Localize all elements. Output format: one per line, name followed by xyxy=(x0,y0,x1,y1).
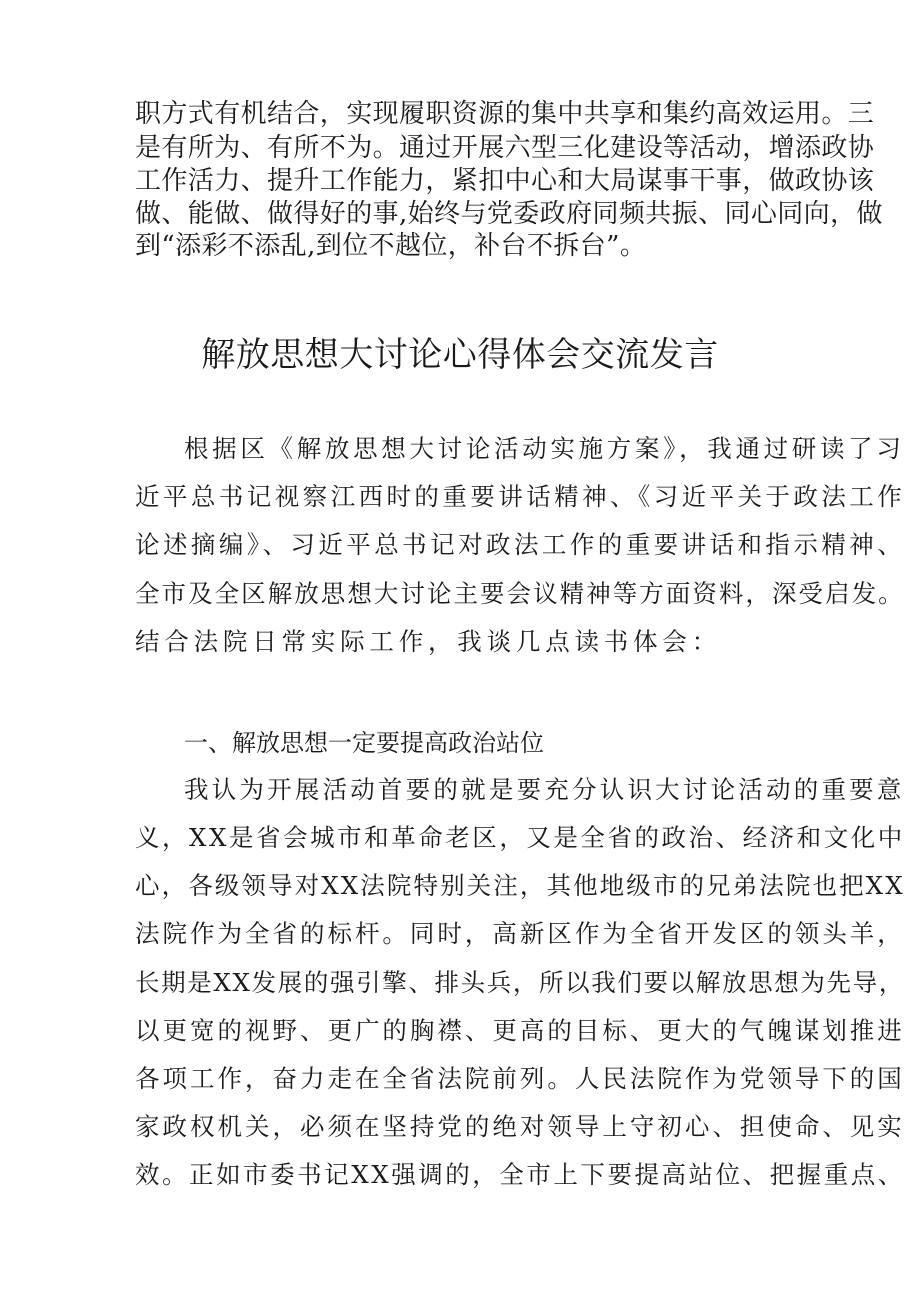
section-heading: 一、解放思想一定要提高政治站位 xyxy=(184,729,544,757)
text-line: 我认为开展活动首要的就是要充分认识大讨论活动的重要意 xyxy=(184,775,905,804)
text-line: 结合法院日常实际工作，我谈几点读书体会： xyxy=(135,627,721,656)
text-line: 职方式有机结合，实现履职资源的集中共享和集约高效运用。三 xyxy=(135,99,875,129)
text-line: 做、能做、做得好的事,始终与党委政府同频共振、同心同向，做 xyxy=(135,199,883,229)
text-line: 工作活力、提升工作能力，紧扣中心和大局谋事干事，做政协该 xyxy=(135,166,875,196)
document-title: 解放思想大讨论心得体会交流发言 xyxy=(201,335,719,375)
text-line: 各项工作，奋力走在全省法院前列。人民法院作为党领导下的国 xyxy=(135,1064,905,1093)
text-line: 义，XX是省会城市和革命老区，又是全省的政治、经济和文化中 xyxy=(135,823,905,852)
text-line: 长期是XX发展的强引擎、排头兵，所以我们要以解放思想为先导， xyxy=(135,968,905,997)
text-line: 法院作为全省的标杆。同时，高新区作为全省开发区的领头羊， xyxy=(135,919,905,948)
text-line: 近平总书记视察江西时的重要讲话精神、《习近平关于政法工作 xyxy=(135,482,906,511)
text-line: 家政权机关，必须在坚持党的绝对领导上守初心、担使命、见实 xyxy=(135,1112,905,1141)
text-line: 全市及全区解放思想大讨论主要会议精神等方面资料，深受启发。 xyxy=(135,579,905,608)
text-line: 效。正如市委书记XX强调的，全市上下要提高站位、把握重点、 xyxy=(135,1160,905,1189)
text-line: 到“添彩不添乱,到位不越位，补台不拆台”。 xyxy=(135,231,647,261)
text-line: 心，各级领导对XX法院特别关注，其他地级市的兄弟法院也把XX xyxy=(135,871,905,900)
text-line: 论述摘编》、习近平总书记对政法工作的重要讲话和指示精神、 xyxy=(135,530,906,559)
text-line: 是有所为、有所不为。通过开展六型三化建设等活动，增添政协 xyxy=(135,133,875,163)
text-line: 根据区《解放思想大讨论活动实施方案》，我通过研读了习 xyxy=(184,434,905,463)
text-line: 以更宽的视野、更广的胸襟、更高的目标、更大的气魄谋划推进 xyxy=(135,1016,905,1045)
